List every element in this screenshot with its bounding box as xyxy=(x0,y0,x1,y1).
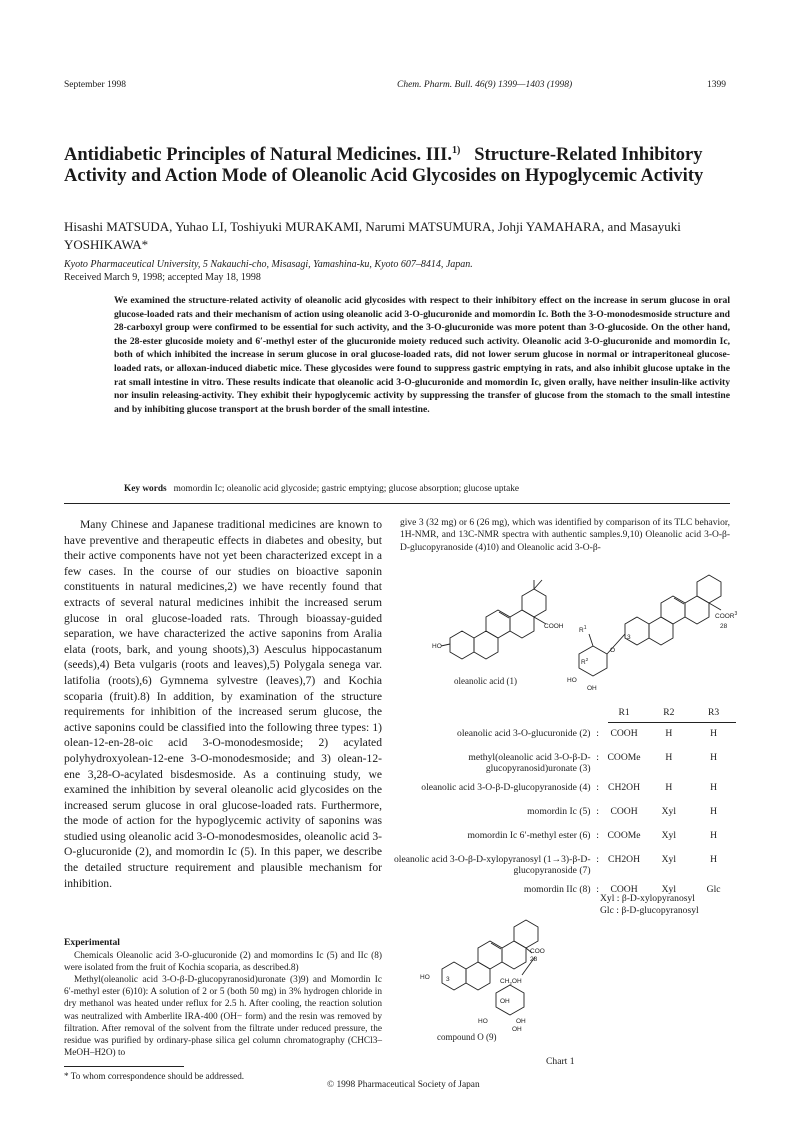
ring-e xyxy=(514,920,538,948)
ho-label: HO xyxy=(420,974,430,981)
ring-b xyxy=(474,631,498,659)
ester-bond xyxy=(709,603,721,610)
keywords: momordin Ic; oleanolic acid glycoside; gastric emptying; glucose absorption; glucose uptake xyxy=(173,484,520,494)
compound-o-structure xyxy=(420,915,570,1040)
position-28-label: 28 xyxy=(530,956,538,963)
affiliation: Kyoto Pharmaceutical University, 5 Nakauchi-cho, Misasagi, Yamashina-ku, Kyoto 607–8414, Japan. xyxy=(64,259,473,270)
ring-c xyxy=(486,610,510,638)
structure-table xyxy=(390,707,735,906)
ring-a xyxy=(450,631,474,659)
compound-o-label: compound O (9) xyxy=(437,1032,497,1042)
double-bond xyxy=(499,612,509,618)
oh-label: OH xyxy=(500,998,510,1005)
ring-b xyxy=(466,962,490,990)
double-bond xyxy=(674,598,684,604)
glycoside-general-structure xyxy=(565,572,740,692)
table-row: momordin IIc (8) : COOH Xyl Glc xyxy=(523,884,721,895)
oh-label-sugar-2: OH xyxy=(516,1018,526,1025)
right-column-text: give 3 (32 mg) or 6 (26 mg), which was identified by comparison of its TLC behavior, 1H-NMR, and 13C-NMR spectra with authentic samples.9,10) Oleanolic acid 3-O-β-D-glucopyranoside (4)10) and Oleanolic acid 3-O-β- xyxy=(400,518,730,553)
ring-e xyxy=(697,575,721,603)
table-row: oleanolic acid 3-O-glucuronide (2) : COOH H H xyxy=(457,728,718,739)
received-dates: Received March 9, 1998; accepted May 18, 1998 xyxy=(64,272,261,283)
ho-label-sugar: HO xyxy=(478,1018,488,1025)
footnote-divider xyxy=(64,1066,184,1067)
table-row: methyl(oleanolic acid 3-O-β-D-glucopyranosid)uronate (3) : COOMe H H xyxy=(468,752,718,774)
experimental-paragraph-2: Methyl(oleanolic acid 3-O-β-D-glucopyranosid)uronate (3)9) and Momordin Ic 6′-methyl ester (6)10): A solution of 2 or 5 (both 50 mg) in 3% hydrogen chloride in dry methanol was heated under reflux for 2.5 h. After cooling, the reaction solution was neutralized with Amberlite IRA-400 (OH− form) and the resin was removed by filtration. After removal of the solvent from the filtrate under reduced pressure, the residue was purified by ordinary-phase silica gel column chromatography (CHCl3–MeOH–H2O) to xyxy=(64,975,382,1059)
table-row: momordin Ic (5) : COOH Xyl H xyxy=(527,806,718,817)
r1-bond xyxy=(589,634,593,646)
table-row: momordin Ic 6′-methyl ester (6) : COOMe Xyl H xyxy=(467,830,718,841)
affiliation-block xyxy=(64,258,744,284)
oh-label: OH xyxy=(587,685,597,692)
table-row: oleanolic acid 3-O-β-D-glucopyranoside (4) : CH2OH H H xyxy=(421,782,718,793)
coor3-label: COOR$^3$ xyxy=(715,611,738,620)
ring-e xyxy=(522,589,546,617)
header-date: September 1998 xyxy=(64,80,127,90)
author-list: Hisashi MATSUDA, Yuhao LI, Toshiyuki MURAKAMI, Narumi MATSUMURA, Johji YAMAHARA, and Masayuki YOSHIKAWA* xyxy=(64,219,681,252)
header-journal: Chem. Pharm. Bull. 46(9) 1399—1403 (1998) xyxy=(397,80,573,90)
experimental-paragraph-1: Chemicals Oleanolic acid 3-O-glucuronide (2) and momordins Ic (5) and IIc (8) were isolated from the fruit of Kochia scoparia, as described.8) xyxy=(64,951,382,974)
methyl-bond xyxy=(534,580,542,589)
table-legend xyxy=(600,893,699,917)
oleanolic-acid-label: oleanolic acid (1) xyxy=(454,676,517,686)
double-bond xyxy=(491,943,501,949)
title-subtitle: Structure-Related Inhibitory Activity and Action Mode of Oleanolic Acid Glycosides on Hypoglycemic Activity xyxy=(64,145,704,187)
keywords-line xyxy=(124,484,519,494)
position-28-label: 28 xyxy=(720,623,728,630)
header-r3: R3 xyxy=(707,707,720,718)
table-row: oleanolic acid 3-O-β-D-xylopyranosyl (1→3)-β-D-glucopyranoside (7) : CH2OH Xyl H xyxy=(394,854,718,876)
glycoside-link xyxy=(522,957,535,975)
header-r2: R2 xyxy=(663,707,675,718)
ring-d xyxy=(502,941,526,969)
header-page-number: 1399 xyxy=(707,80,726,90)
ring-c xyxy=(661,596,685,624)
ch2oh-label: $CH_2OH$ xyxy=(500,978,522,986)
header-r1: R1 xyxy=(618,707,630,718)
title-footnote-ref: 1) xyxy=(451,145,461,156)
experimental-heading: Experimental xyxy=(64,937,120,948)
introduction-paragraph: Many Chinese and Japanese traditional medicines are known to have preventive and therapeutic effects in diabetes and obesity, but their active components have not yet been characterized except in a few cases. In the course of our studies on bioactive saponin constituents in natural medicines,2) we have recently found that extracts of several natural medicines inhibit the increased serum glucose in oral glucose-loaded rats. Through bioassay-guided separation, we have characterized the active saponins from Aralia elata (roots, bark, and young shoots),3) Aesculus hippocastanum (seeds),4) Beta vulgaris (roots and leaves),5) Polygala senega var. latifolia (roots),6) Gymnema sylvestre (leaves),7) and Kochia scoparia (fruit).8) In addition, by examination of the structure requirements for inhibition of the increased serum glucose, the active saponins could be classified into the following three types: 1) olean-12-en-28-oic acid 3-O-monodesmoside; 2) acylated polyhydroxyolean-12-ene 3-O-monodesmoside; and 3) olean-12-ene 3,28-O-acylated bisdesmoside. As a continuing study, we examined the inhibition by several oleanolic acid glycosides on the increased serum glucose in oral glucose-loaded rats. Furthermore, the mode of action for the hypoglycemic activity of saponins was studied using oleanolic acid 3-O-monodesmosides, oleanolic acid 3-O-glucuronide (2), and momordin Ic (5). In this paper, we describe the detailed structure requirement and plausible mechanism for inhibition. xyxy=(64,518,382,890)
abstract-divider xyxy=(64,503,730,504)
chart-caption: Chart 1 xyxy=(546,1056,575,1067)
title-main: Antidiabetic Principles of Natural Medicines. III. xyxy=(64,145,452,166)
coo-label: COO xyxy=(530,948,545,955)
ring-oxygen-label: O xyxy=(610,647,616,654)
ring-b xyxy=(649,617,673,645)
keywords-label: Key words xyxy=(124,484,167,494)
ho-label: HO xyxy=(432,643,442,650)
table-header-row xyxy=(390,707,736,722)
ho-bond xyxy=(441,644,450,646)
copyright: © 1998 Pharmaceutical Society of Japan xyxy=(327,1080,480,1090)
legend-glc: Glc : β-D-glucopyranosyl xyxy=(600,905,699,916)
r1-label: $R^1$ xyxy=(579,625,587,634)
ho-label: HO xyxy=(567,677,577,684)
ring-c xyxy=(478,941,502,969)
oh-label-sugar: OH xyxy=(512,1026,522,1033)
legend-xyl: Xyl : β-D-xylopyranosyl xyxy=(600,893,695,904)
abstract: We examined the structure-related activity of oleanolic acid glycosides with respect to their inhibitory effect on the increase in serum glucose in oral glucose-loaded rats and their mechanism of action using oleanolic acid 3-O-glucuronide and momordin Ic. Both the 3-O-monodesmoside structure and 28-carboxyl group were confirmed to be essential for such activity, and the 3-O-glucuronide was more potent than 3-O-glucoside. On the other hand, the 28-ester glucoside moiety and 6′-methyl ester of the glucuronide moiety reduced such activity. Oleanolic acid 3-O-glucuronide and momordin Ic, both of which inhibited the increase in serum glucose in oral glucose-loaded rats, did not lower serum glucose in normal or intraperitoneal glucose-loaded rats, or alloxan-induced diabetic mice. These glycosides were found to suppress gastric emptying in rats, and also inhibit glucose uptake in the rat small intestine in vitro. These results indicate that oleanolic acid 3-O-glucuronide and momordin Ic, given orally, have neither insulin-like activity nor insulin releasing-activity. They exhibit their hypoglycemic activity by suppressing the transfer of glucose from the stomach to the small intestine and by inhibiting glucose transport at the brush border of the small intestine. xyxy=(114,295,730,415)
ring-d xyxy=(510,610,534,638)
r2-label: $R^2$ xyxy=(581,657,589,666)
oleanolic-acid-structure xyxy=(420,568,564,678)
ring-d xyxy=(685,596,709,624)
position-3-label: 3 xyxy=(446,976,450,983)
correspondence-note: * To whom correspondence should be addressed. xyxy=(64,1071,245,1081)
position-3-label: 3 xyxy=(627,634,631,641)
paper-title xyxy=(64,140,744,187)
cooh-label: COOH xyxy=(544,623,564,630)
table-header-rule xyxy=(608,722,736,723)
